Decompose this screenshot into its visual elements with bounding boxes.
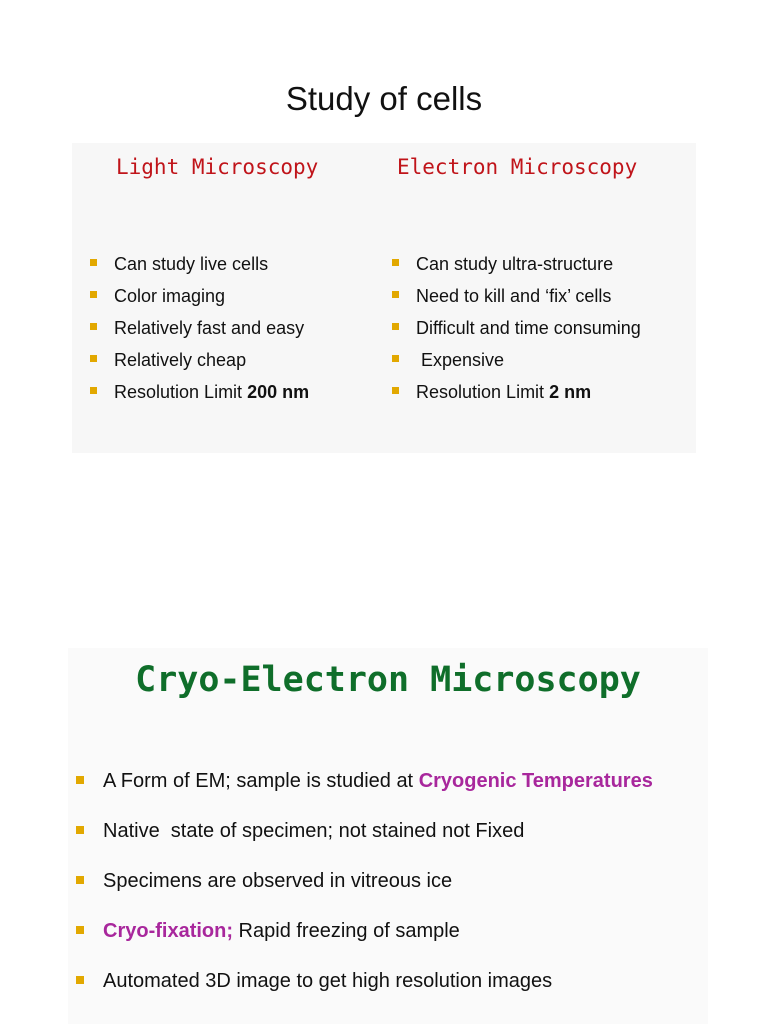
list-item: Expensive (392, 347, 641, 379)
cryo-em-title: Cryo-Electron Microscopy (135, 660, 641, 700)
resolution-value: 2 nm (549, 382, 592, 402)
list-item: Cryo-fixation; Rapid freezing of sample (76, 916, 653, 966)
highlight-text: Cryo-fixation; (103, 920, 233, 942)
list-item: Difficult and time consuming (392, 315, 641, 347)
bullet-square-icon (392, 387, 399, 394)
list-item: A Form of EM; sample is studied at Cryogenic Temperatures (76, 766, 653, 816)
bullet-square-icon (392, 291, 399, 298)
light-microscopy-heading: Light Microscopy (116, 155, 319, 179)
electron-microscopy-heading: Electron Microscopy (397, 155, 638, 179)
list-item: Resolution Limit 2 nm (392, 379, 641, 411)
list-item: Relatively cheap (90, 347, 309, 379)
light-microscopy-list (90, 251, 309, 411)
list-item: Can study ultra-structure (392, 251, 641, 283)
list-item: Relatively fast and easy (90, 315, 309, 347)
list-item: Automated 3D image to get high resolution images (76, 966, 653, 1016)
bullet-square-icon (90, 355, 97, 362)
list-item: Resolution Limit 200 nm (90, 379, 309, 411)
bullet-square-icon (76, 826, 84, 834)
resolution-value: 200 nm (247, 382, 310, 402)
cryo-em-list (76, 766, 653, 1016)
comparison-slide (72, 143, 696, 453)
bullet-square-icon (76, 776, 84, 784)
list-item: Can study live cells (90, 251, 309, 283)
bullet-square-icon (392, 323, 399, 330)
bullet-square-icon (76, 976, 84, 984)
bullet-square-icon (90, 387, 97, 394)
cryo-em-slide (68, 648, 708, 1024)
bullet-square-icon (90, 259, 97, 266)
page-title: Study of cells (285, 80, 483, 117)
bullet-square-icon (90, 291, 97, 298)
electron-microscopy-list (392, 251, 641, 411)
highlight-text: Cryogenic Temperatures (418, 770, 653, 792)
bullet-square-icon (76, 926, 84, 934)
bullet-square-icon (90, 323, 97, 330)
bullet-square-icon (76, 876, 84, 884)
list-item: Native state of specimen; not stained not Fixed (76, 816, 653, 866)
list-item: Need to kill and ‘fix’ cells (392, 283, 641, 315)
list-item: Specimens are observed in vitreous ice (76, 866, 653, 916)
bullet-square-icon (392, 259, 399, 266)
bullet-square-icon (392, 355, 399, 362)
list-item: Color imaging (90, 283, 309, 315)
